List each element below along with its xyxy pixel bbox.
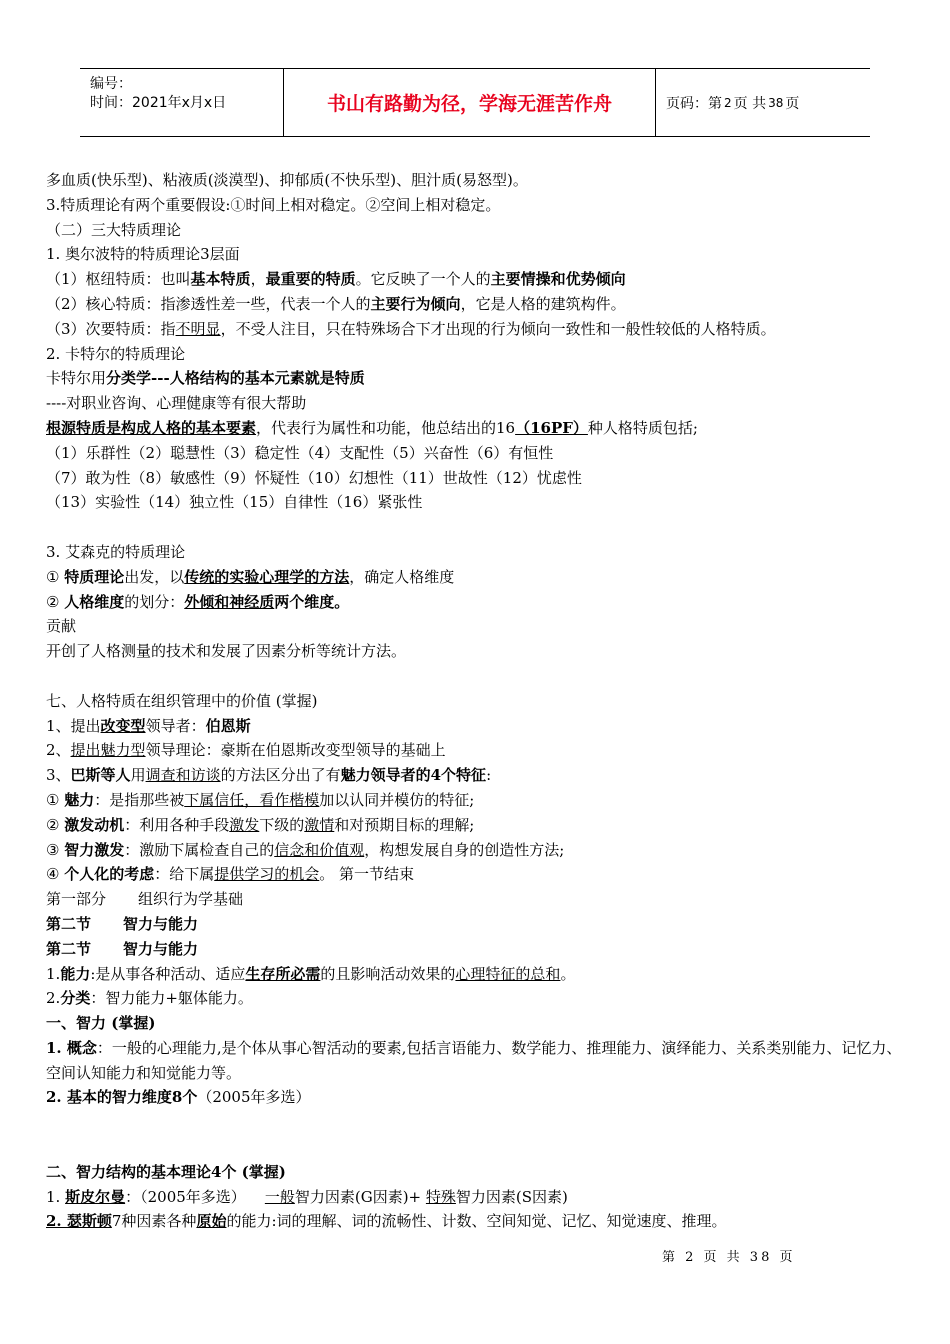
doc-time-label: 时间：2021年x月x日 [90, 95, 227, 111]
section-heading: 一、智力 (掌握) [46, 1014, 156, 1033]
text-line: ④ 个人化的考虑：给下属提供学习的机会。 第一节结束 [46, 865, 415, 884]
header-info [80, 69, 283, 136]
text-line: （2）核心特质：指渗透性差一些，代表一个人的主要行为倾向，它是人格的建筑构件。 [46, 294, 626, 313]
blank-line [46, 1110, 910, 1135]
section-heading: 七、人格特质在组织管理中的价值 (掌握) [46, 691, 318, 710]
section-heading: （二）三大特质理论 [46, 220, 182, 239]
text-line: 2. 瑟斯顿7种因素各种原始的能力:词的理解、词的流畅性、计数、空间知觉、记忆、知觉速度、推理。 [46, 1212, 727, 1231]
text-paragraph: 1. 概念：一般的心理能力,是个体从事心智活动的要素,包括言语能力、数学能力、推理能力、演绎能力、关系类别能力、记忆力、空间认知能力和知觉能力等。 [46, 1038, 902, 1082]
text-line: 3. 艾森克的特质理论 [46, 542, 186, 561]
header-motto: 书山有路勤为径，学海无涯苦作舟 [283, 69, 656, 136]
blank-line [46, 664, 910, 689]
text-line: 2. 卡特尔的特质理论 [46, 344, 186, 363]
text-line: ----对职业咨询、心理健康等有很大帮助 [46, 394, 307, 413]
text-line: （1）枢纽特质：也叫基本特质，最重要的特质。它反映了一个人的主要情操和优势倾向 [46, 270, 626, 289]
page-mid: 页 共 [733, 95, 767, 112]
text-line: ② 激发动机：利用各种手段激发下级的激情和对预期目标的理解; [46, 815, 475, 834]
text-line: 根源特质是构成人格的基本要素，代表行为属性和功能，他总结出的16（16PF）种人格特质包括; [46, 418, 698, 437]
text-line: 2. 基本的智力维度8个（2005年多选） [46, 1088, 311, 1107]
page-suffix: 页 [785, 95, 800, 112]
text-line: ③ 智力激发：激励下属检查自己的信念和价值观，构想发展自身的创造性方法; [46, 840, 565, 859]
text-line: 1. 斯皮尔曼：（2005年多选） 一般智力因素(G因素)+ 特殊智力因素(S因素) [46, 1187, 568, 1206]
text-line: 3、巴斯等人用调查和访谈的方法区分出了有魅力领导者的4个特征: [46, 766, 492, 785]
section-heading: 第二节 智力与能力 [46, 914, 199, 933]
text-line: 1. 奥尔波特的特质理论3层面 [46, 245, 240, 264]
text-line: 第一部分 组织行为学基础 [46, 890, 244, 909]
page-header [80, 68, 870, 137]
blank-line [46, 515, 910, 540]
text-line: 2.分类：智力能力+躯体能力。 [46, 989, 253, 1008]
page-footer: 第 2 页 共 38 页 [662, 1250, 796, 1265]
blank-line [46, 1135, 910, 1160]
text-line: 卡特尔用分类学---人格结构的基本元素就是特质 [46, 369, 365, 388]
document-body [46, 168, 910, 1234]
text-line: 开创了人格测量的技术和发展了因素分析等统计方法。 [46, 642, 407, 661]
text-line: （3）次要特质：指不明显，不受人注目，只在特殊场合下才出现的行为倾向一致性和一般性较低的人格特质。 [46, 319, 776, 338]
text-line: 1、提出改变型领导者：伯恩斯 [46, 716, 251, 735]
text-line: 3.特质理论有两个重要假设:①时间上相对稳定。②空间上相对稳定。 [46, 195, 501, 214]
page-total: 38 [768, 95, 784, 110]
section-heading: 第二节 智力与能力 [46, 939, 199, 958]
header-page-indicator [656, 69, 870, 136]
text-line: （1）乐群性（2）聪慧性（3）稳定性（4）支配性（5）兴奋性（6）有恒性 [46, 443, 554, 462]
text-line: 多血质(快乐型)、粘液质(淡漠型)、抑郁质(不快乐型)、胆汁质(易怒型)。 [46, 171, 528, 189]
text-line: ① 魅力：是指那些被下属信任，看作楷模加以认同并模仿的特征; [46, 790, 475, 809]
text-line: （7）敢为性（8）敏感性（9）怀疑性（10）幻想性（11）世故性（12）忧虑性 [46, 468, 582, 487]
text-line: ② 人格维度的划分：外倾和神经质两个维度。 [46, 592, 350, 611]
page-prefix: 页码：第 [666, 95, 722, 112]
text-line: 贡献 [46, 617, 77, 636]
page-number: 2 [724, 95, 732, 110]
text-line: 2、提出魅力型领导理论：豪斯在伯恩斯改变型领导的基础上 [46, 741, 446, 760]
text-line: 1.能力:是从事各种活动、适应生存所必需的且影响活动效果的心理特征的总和。 [46, 964, 576, 983]
text-line: ① 特质理论出发，以传统的实验心理学的方法，确定人格维度 [46, 567, 455, 586]
text-line: （13）实验性（14）独立性（15）自律性（16）紧张性 [46, 493, 423, 512]
doc-number-label: 编号： [90, 76, 132, 92]
section-heading: 二、智力结构的基本理论4个 (掌握) [46, 1162, 286, 1181]
